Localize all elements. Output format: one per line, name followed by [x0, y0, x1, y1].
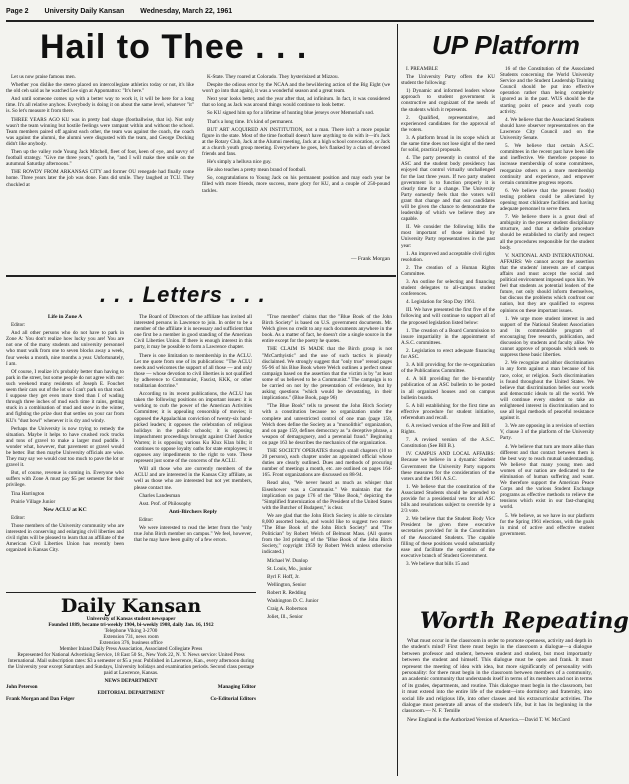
- masthead: [6, 596, 256, 778]
- platform-paragraph: 3. A platform broad in its scope which at the same time does not lose sight of the need for solid, practical proposals.: [401, 134, 495, 154]
- managing-editor-name: John Peterson: [6, 684, 38, 690]
- masthead-title: Daily Kansan: [60, 595, 202, 617]
- main-story-paragraph: Whether you dislike the stereo placed on intercollegiate athletics today or not, it's like the old ceh said as he watched Lee sign at Appomattox: "It's here.": [6, 82, 194, 95]
- platform-col2: [500, 66, 594, 601]
- letters-paragraph: Robert R. Redding: [267, 589, 307, 596]
- masthead-line: University of Kansas student newspaper: [86, 616, 176, 622]
- page-header: [6, 8, 406, 20]
- letters-paragraph: We were interested to read the letter from the "only true John Birch member on campus." We feel, however, that he may have been guilty of a few errors.: [134, 525, 252, 544]
- letters-paragraph: According to its recent publications, the ACLU has taken the following positions on important issues: it is working to curb the power of the American Activities Committee; it is appealing censorship of movies; it opposed the Appalachian conviction of twenty-six hand-picked leaders; it opposes the celebration of religious holidays in the public schools; it is opposing impeachment proceedings brought against Chief Justice Warren; it is opposing various Ku Klux Klan bills; it continues to oppose loyalty oaths for state employees; it opposes any impediments to the right to vote. These represent just some of the concerns of the ACLU.: [134, 391, 252, 465]
- platform-headline: UP Platform: [432, 30, 580, 60]
- platform-paragraph: 16 of the Constitution of the Associated Students concerning the World University Service and the Student Leadership Training Council should be put into effective operation rather than being completely ignored as in the past. WUS should be the starting point of peace and youth corp activity.: [500, 66, 594, 115]
- letters-paragraph: THE CLAIM IS MADE that the Birch group is not "McCarthyistic" and the use of such tactics is piously disclaimed. We strongly suggest that "only true" reread pages 95-96 of his Blue Book where Welch outlines a perfect smear campaign based on the assertion that the victim is by "at least some of us believed to be a Communist." The campaign is to be carried on not by the presentation of evidence, but by asking questions "which would be devastating, in their implications." (Blue Book, page 96): [262, 346, 392, 402]
- platform-paragraph: 2. Legislation to erect adequate financing for ASC.: [401, 347, 495, 361]
- letters-paragraph: Michael W. Dunlop: [267, 557, 308, 564]
- platform-paragraph: 1. We urge more student interest in and support of the National Student Association and its commendable program of encouraging free research, publication, and discussion by students and faculty alike. We cannot approve of proposals which seek to suppress these basic liberties.: [500, 315, 594, 359]
- main-story-paragraph: That's a long time. It's kind of permanent.: [207, 118, 294, 125]
- masthead-line: Represented for National Advertising Service, 18 East 50 St., New York 22, N. Y. News service: United Press International. Mail subscription rates: $3 a semester or $5 a year. Published in Lawrence, Kan., every afternoon during the University year except Saturdays and Sundays, University holidays and examination periods. Second class postage paid at Lawrence, Kansas.: [7, 652, 255, 676]
- main-headline: Hail to Thee . . .: [40, 28, 308, 66]
- main-story-paragraph: Next year looks better, and the year after that, ad infinitum. In fact, it was considered that so long as Jack was around things would continue to look better.: [202, 96, 390, 109]
- platform-paragraph: 2. We recognize and abhor discrimination in any form against a man because of his race, color, or religion. Such discrimination is found throughout the United States. We believe that discrimination belies our words and democratic ideals to all the world. We will continue every student to take an enlightened interest in discrimination and to use all legal methods of peaceful resistance against it.: [500, 360, 594, 422]
- platform-paragraph: 6. We believe that the present food(s) testing problem could be alleviated by opening most childcare facilities and having adequate personnel to serve them.: [500, 187, 594, 213]
- main-story-paragraph: So, congratulations to Young Jack on his permanent position and may each year be filled with more friends, more success, more glory for KU, and a couple of 250-pound tackles.: [202, 175, 390, 194]
- page-number: Page 2: [6, 8, 29, 15]
- platform-paragraph: 3. We are opposing in a revision of section V, clause 3 of the platform of the University Party.: [500, 423, 594, 442]
- letters-paragraph: Editor:: [11, 322, 26, 329]
- column-divider: [397, 24, 398, 776]
- masthead-line: Founded 1889, became tri-weekly 1904, bi-weekly 1908, daily Jan. 16, 1912: [48, 622, 214, 628]
- letters-col2: [134, 314, 252, 589]
- platform-paragraph: 4. We believe that turn are more alike than different and that contact between them is the best way to reach mutual understanding. We believe that many young men and women of our nation are dedicated to the elimination of human suffering and want. We therefore support the American Peace Corps and the various Student Exchange programs as effective methods to relieve the tensions which exist in our fast-changing world.: [500, 443, 594, 511]
- managing-editor-title: Managing Editor: [217, 684, 256, 690]
- main-story-paragraph: THREE YEARS AGO KU was in pretty bad shape (footballwise, that is). Not only wasn't the team winning but hostile feelings were rampant within and without the school. Team members paired off against each other, the team was against the coach, the coach was against the alumni, the alumni were disgusted with the team, and George Docking didn't like anybody.: [6, 116, 194, 147]
- masthead-line: Extension 731, news room: [103, 634, 159, 640]
- letters-paragraph: Those members of the University community who are interested in conserving and enlarging civil liberties and civil rights will be pleased to learn that an affiliate of the American Civil Liberties Union has recently been organized in Kansas City.: [6, 522, 124, 554]
- masthead-line: Extension 376, business office: [99, 640, 163, 646]
- letters-paragraph: The Board of Directors of the affiliate has invited all interested persons in Lawrence to join. In order to be a member of the affiliate it is necessary and sufficient that one first be a member in good standing of the American Civil Liberties Union. If there is enough interest in this party, it may be possible to form a Lawrence chapter.: [134, 314, 252, 351]
- editorial-department-label: EDITORIAL DEPARTMENT: [97, 690, 165, 696]
- letters-subhead: New ACLU at KC: [43, 506, 87, 513]
- platform-paragraph: 4. Legislation for Stop Day 1961.: [406, 299, 476, 306]
- main-story-paragraph: K-State. They roared at Colorado. They hysterisized at Mizzou.: [207, 74, 339, 80]
- letters-paragraph: Read also, "We never heard as much as whisper that Eisenhower was a Communist." We maintain that the implication on page 176 of the "Blue Book," depicting the "Simplified fraternization of the President of the United States with the Butcher of Budapest," is clear.: [262, 480, 392, 511]
- editorial-editors-title: Co-Editorial Editors: [210, 696, 256, 702]
- masthead-lines: [6, 616, 256, 676]
- editorial-staff: [6, 696, 256, 702]
- letters-top-rule: [6, 275, 396, 277]
- news-department-label: NEWS DEPARTMENT: [104, 678, 158, 684]
- masthead-line: Member Inland Daily Press Association, Associated Collegiate Press: [59, 646, 203, 652]
- platform-paragraph: I. PREAMBLE: [406, 66, 438, 72]
- letters-paragraph: Perhaps the University is now trying to remedy the situation. Maybe it helps to have crushed rock trucks and tons of gravel to make a larger mud puddle. I wonder what, however, that pavement or gravel would be better. But then maybe University officials are wise. They may say we would cost too much to pave the lot or gravel it.: [6, 425, 124, 469]
- main-story-paragraph: BUT ART ACQUIRED AN INSTITUTION, not a man. There isn't a more popular figure in the state. Most of the time football doesn't have anything to do with it—it's Jack at the Rotary Club, Jack at the Alumni meeting, Jack at a high school convocation, or Jack at a church youth group meeting. Everywhere he goes, he's flanked by a clan of devoted friends and fans.: [202, 126, 390, 158]
- letters-subhead: Anti-Birchers Reply: [168, 508, 218, 515]
- masthead-rule: [6, 592, 256, 593]
- letters-paragraph: Tina Harrington: [11, 490, 45, 497]
- platform-paragraph: 1. An improved and acceptable civil rights resolution.: [401, 250, 495, 263]
- paper-name: University Daily Kansan: [44, 8, 125, 15]
- letters-paragraph: THE SOCIETY OPERATES through small chapters (10 to 20 persons), each chapter under an appointed official whose duties are clearly outlined. Dues and methods of procuring number of meetings a month, etc. are outlined on pages 164-165. Front organizations are discussed on 88-94.: [262, 447, 392, 479]
- letters-paragraph: "The Blue Book" tells to present the John Birch Society with a constitution because no organization under the complete and unrestricted control of one man (page 158, Welch does define the Society as a "monolithic" organization, and on page 159, defines democracy as "a deceptive phrase, a weapon of demagoguery, and a perennial fraud." Beginning on page 163 he describes the mechanics of the organization.: [262, 403, 392, 446]
- worth-repeating-text: [402, 638, 592, 756]
- letters-paragraph: Charles Landesman: [139, 492, 181, 499]
- main-story-paragraph: So KU signed him up for a lifetime of hunting blue jerseys over Memorial's sod.: [207, 110, 375, 117]
- letters-paragraph: Asst. Prof. of Philosophy: [139, 500, 192, 507]
- platform-paragraph: 5. We believe that certain A.S.C. committees in the recent past have been idle and ineffective. We therefore propose to increase membership of some committees, reorganize others on a more membership continuity and experience, and empower certain committee progress reports.: [500, 143, 594, 186]
- platform-paragraph: 1. We believe that the constitution of the Associated Students should be amended to provide for a presidential veto for all ASC bills and resolutions subject to override by a 2/3 vote.: [401, 483, 495, 515]
- masthead-line: Telephone Viking 3-2700: [104, 628, 158, 634]
- platform-paragraph: 3. A bill providing for the re-organization of the Publications Committee.: [401, 362, 495, 375]
- letters-paragraph: Prairie Village Junior: [11, 498, 56, 505]
- platform-paragraph: 2. The creation of a Human Rights Committee.: [401, 264, 495, 277]
- letters-paragraph: Craig A. Robertson: [267, 606, 308, 613]
- platform-paragraph: 7. A revised version of the A.S.C. Constitution (See Bill B.).: [401, 437, 495, 450]
- main-story-paragraph: He's simply a helluva nice guy.: [207, 159, 272, 166]
- main-story-paragraph: And until someone comes up with a better way to work it, it will be here for a long time. It's all relative anyhow. Everybody is doing it on about the same level, whatever "it" is. So let's measure it from there.: [6, 96, 194, 115]
- letters-paragraph: Wellington, Senior: [267, 581, 307, 588]
- letters-paragraph: But, of course, revenue is coming in. Everyone who suffers with Zone A must pay $5 per semester for their privilege.: [6, 470, 124, 489]
- main-story-col2: [202, 74, 390, 269]
- worth-repeating-quote: New England is the Authorized Version of America.—David T. W. McCord: [407, 716, 570, 723]
- worth-repeating-headline: Worth Repeating: [420, 608, 629, 634]
- platform-paragraph: 3. An outline for selecting and financing student delegates to all-campus student conferences.: [401, 279, 495, 298]
- main-story-paragraph: Despite the odious error by the NCAA and the bewildering action of the Big Eight (we won't go into that again), it was a wonderful season and a great team.: [202, 82, 390, 95]
- platform-paragraph: The University Party offers the KU student the following:: [401, 74, 495, 87]
- letters-col1: [6, 314, 124, 589]
- platform-col1: [401, 66, 495, 601]
- platform-paragraph: 2. Qualified, representative, and experienced candidates for the approval of the voters.: [401, 114, 495, 133]
- letters-paragraph: Washington D. C. Junior: [267, 598, 319, 605]
- main-story-paragraph: THE ROWDY FROM ARKANSAS CITY and former OU renegade had finally come home. Three years later the job was done. Fans did smile. They laughed at TCU. They chuckled at: [6, 169, 194, 188]
- platform-paragraph: 7. We believe there is a great deal of ambiguity in the present student disciplinary structure, and that a definite procedure should be established to clarify and respect all the procedures responsible for the student body.: [500, 214, 594, 251]
- main-story-paragraph: He also teaches a pretty mean brand of football.: [207, 167, 307, 174]
- letters-headline: . . . Letters . . .: [100, 282, 266, 307]
- letters-subhead: Life in Zone A: [47, 314, 83, 320]
- letters-paragraph: "True member" claims that the "Blue Book of the John Birch Society" is based on U.S. government documents. Mr. Welch gives no credit to any such documents anywhere in the book. As a matter of fact, he doesn't cite a single source in the entire except for the poetry he quotes.: [262, 314, 392, 345]
- letters-paragraph: And all other persons who do not have to park in Zone A: You don't realize how lucky you are! You are not one of the many students and university personnel who must walk from one to seven blocks away a week, four weeks a month, nine months a year. Unfortunately, I am.: [6, 330, 124, 367]
- platform-paragraph: 4. The party presently in control of the ASC and the student body presidency has enjoyed that control virtually unchallenged for the last three years. If two party student government is to function properly it is clearly time for a change. The University Party earnestly feels that the voters will grant that change and that our candidates will be given the chance to demonstrate the leadership of which we believe they are capable.: [401, 155, 495, 223]
- letters-paragraph: There is one limitation to membership in the ACLU. Let me quote from one of its publications: "The ACLU needs and welcomes the support of all those — and only those — whose devotion to civil liberties is not qualified by adherence to Communist, Fascist, KKK, or other totalitarian doctrine.": [134, 352, 252, 390]
- letters-paragraph: Will all those who are currently members of the ACLU and are interested in the Kansas City affiliate, as well as those who are interested but not yet members, please contact me.: [134, 466, 252, 491]
- platform-paragraph: V. NATIONAL AND INTERNATIONAL AFFAIRS: We cannot accept the assertion that the students' interests are of campus affairs and must accept the social and political environment imposed upon him. We feel that students as potential leaders of the future, not only should inform themselves, but discuss the problems which confront our nation, but they are qualified to express opinions on these important issues.: [500, 252, 594, 314]
- platform-paragraph: III. We have presented the first five of the following and will continue to support all of the proposed legislation listed below:: [401, 307, 495, 326]
- platform-paragraph: 4. A bill providing for the bi-monthly publication of an ASC bulletin to be posted in all organized houses and on campus bulletin boards.: [401, 376, 495, 401]
- main-story-paragraph: Then up the valley rode Young Jack Mitchell, fleet of foot, keen of eye, and savvy of football strategy. "Give me three years," quoth he, "and I will make thee smile on the autumnal Saturday afternoons.": [6, 149, 194, 168]
- header-rule: [6, 20, 594, 22]
- platform-paragraph: 2. We believe that the Student Body Vice President be given three executive secretaries provided for in the Constitution of the Associated Students. The capable filling of these positions would substantially ease and facilitate the operation of the executive branch of Student Government.: [401, 516, 495, 559]
- letters-paragraph: Editor:: [139, 516, 154, 523]
- platform-paragraph: 4. We believe that the Associated Students should have observer representatives on the Lawrence City Council and on the University Senate.: [500, 116, 594, 142]
- letters-col3: [262, 314, 392, 774]
- letters-paragraph: Of course, I realize it's probably better than having to park in the street, but some people do not agree with me: such weekend many residents of Joseph E. Fouchet seem their cars out of the lot so I can't park on that road. I suppose they get even more tired than I of wading through three inches of mud each time it rains, getting stuck in a combination of mud and snow in the winter, and fighting the prize dust that settles on your car from KU's "dust bowl" whenever it is dry and windy.: [6, 368, 124, 424]
- platform-paragraph: 3. We believe that bills 15 and: [406, 560, 469, 567]
- platform-paragraph: IV. CAMPUS AND LOCAL AFFAIRS: Because we believe in a dynamic Student Government the University Party supports these measures for the consideration of the voters and the 1961 A.S.C.: [401, 451, 495, 482]
- letters-paragraph: Editor:: [11, 514, 26, 521]
- platform-paragraph: II. We consider the following bills the most important of those initiated by University Party representatives in the past year:: [401, 224, 495, 249]
- platform-paragraph: 1) Dynamic and informed leaders whose approach to student government is constructive and cognizant of the needs of the students which it represents.: [401, 88, 495, 113]
- main-story-paragraph: Let us now praise famous men.: [11, 74, 76, 80]
- platform-paragraph: 6. A revised version of the Free and Bill of Rights.: [401, 422, 495, 436]
- letters-paragraph: We are glad that the John Birch Society is able to circulate 8,000 assorted books, and would like to suggest two more: "The Blue Book of the John Birch Society" and "The Politician" by Robert Welch of Belmont Mass. (All quotes from the 3rd printing of the "Blue Book of the John Birch Society," copyright 1959 by Robert Welch unless otherwise indicated.): [262, 512, 392, 556]
- platform-paragraph: 5. We believe, as we have in our platform for the Spring 1961 elections, with the goals in mind of active and effective student government.: [500, 512, 594, 537]
- main-story-col1: [6, 74, 194, 269]
- platform-paragraph: 1. The creation of a Board Commission to insure impartiality in the appointment of A.S.C. committees.: [401, 327, 495, 346]
- worth-repeating-body: What must occur in the classroom in order to promote openness, activity and depth in the student's mind? First there must begin in the classroom a dialogue—a dialogue between professor and student, between student and student, but most importantly between the student and himself. This dialogue must be open and frank. It must represent the meeting of idea with idea, but more significantly of personality with personality: for there must begin in the classroom between members of a community, an academic community that understands itself in terms of its members and not in terms of its grades, departments, and routine. This dialogue must begin in the classroom, but it must extend into the entire life of the student—into dormitory and fraternity, into social life and religious life, into other classes and his extracurricular activities. The dialogue must penetrate all areas of the student's life, but it has its beginning in the classroom.— N. F. Temille: [402, 638, 592, 715]
- main-byline: — Frank Morgan: [350, 256, 390, 262]
- letters-paragraph: Joliet, Ill., Senior: [267, 614, 303, 621]
- platform-paragraph: 5. A bill establishing for the first time an effective procedure for student initiative, referendum and recall.: [401, 402, 495, 421]
- issue-date: Wednesday, March 22, 1961: [140, 8, 233, 15]
- letters-paragraph: Byrl F. Hoff, Jr.: [267, 573, 300, 580]
- letters-paragraph: St. Louis, Mo., junior: [267, 565, 312, 572]
- editorial-editors-names: Frank Morgan and Dan Felger: [6, 696, 75, 702]
